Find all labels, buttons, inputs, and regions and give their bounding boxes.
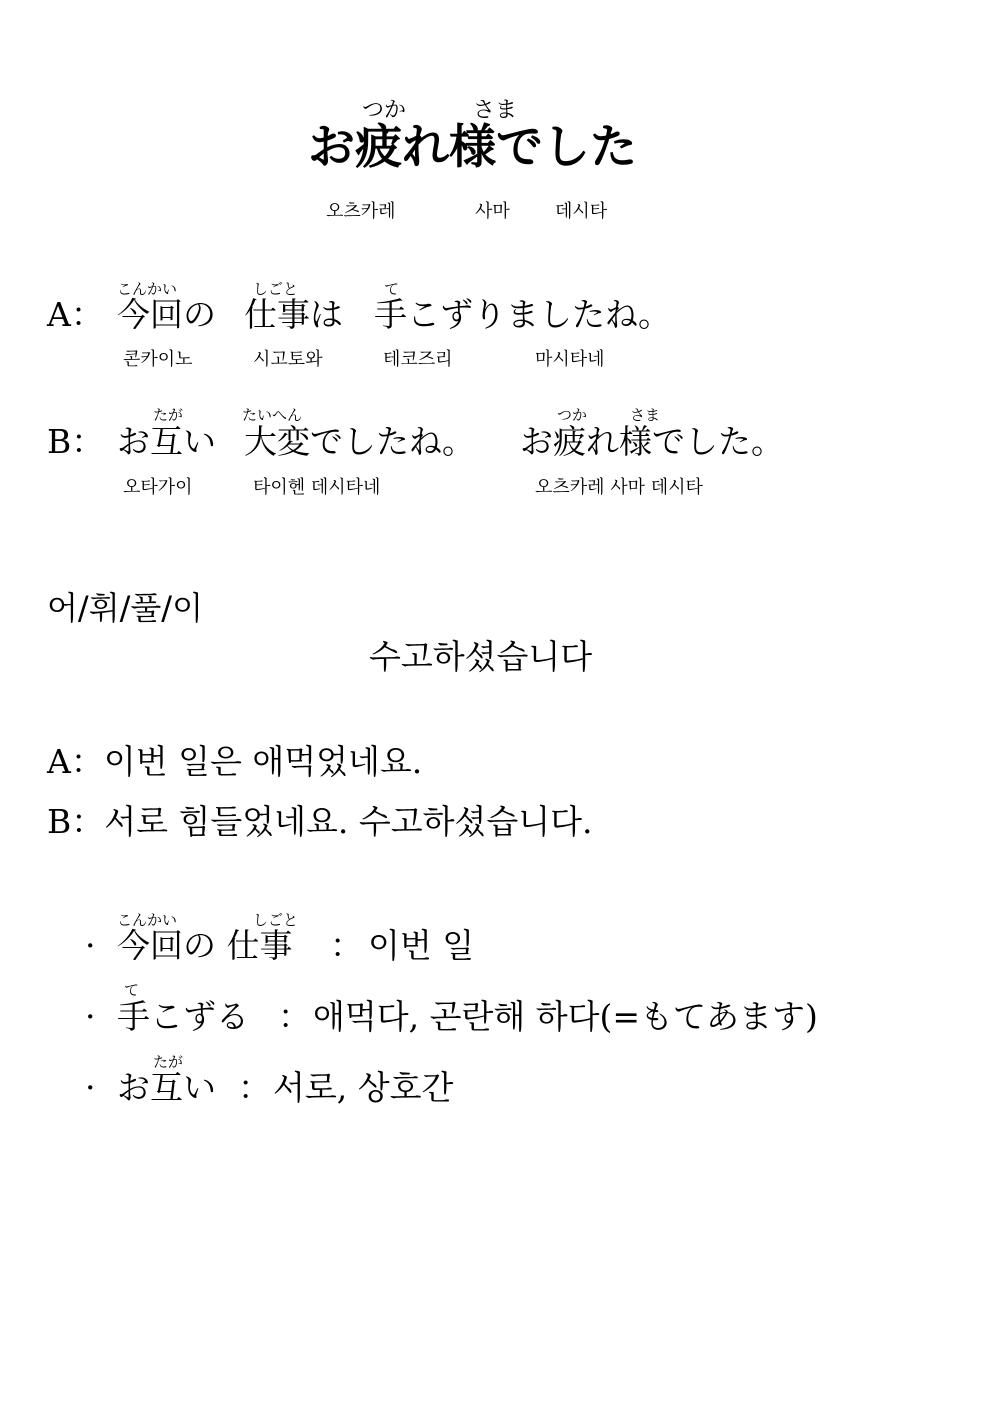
item-3-ruby-taga: たが [153, 1053, 184, 1071]
a-ruby-te: て [384, 280, 400, 298]
item-2-sep: ： [278, 997, 311, 1036]
b-part-2: 大変でしたね。 [244, 422, 475, 461]
item-1-meaning: 이번 일 [368, 926, 475, 965]
a-ruby-shigoto: しごと [253, 280, 299, 298]
title-reading-2: 사마 [475, 201, 510, 222]
item-1-bullet: · [85, 926, 96, 965]
a-ruby-konkai: こんかい [117, 280, 178, 298]
item-3-meaning: 서로, 상호간 [273, 1068, 454, 1107]
a-part-2: 仕事は [244, 295, 343, 334]
item-3-bullet: · [85, 1068, 96, 1107]
a-reading-2: 시고토와 [253, 349, 323, 370]
b-reading-1: 오타가이 [123, 477, 193, 498]
a-reading-3: 테코즈리 [383, 349, 453, 370]
a-part-3: 手こずりましたね。 [374, 295, 671, 334]
a-reading-1: 콘카이노 [123, 349, 193, 370]
item-1-term: 今回の 仕事 [117, 926, 293, 965]
vocab-b-line: B：서로 힘들었네요. 수고하셨습니다. [47, 802, 593, 841]
a-part-1: 今回の [117, 295, 216, 334]
a-speaker: A： [47, 295, 104, 334]
item-2-term: 手こずる [117, 997, 249, 1036]
b-ruby-sama: さま [630, 406, 661, 424]
title-ruby-sama: さま [473, 98, 518, 123]
item-3-sep: ： [238, 1068, 271, 1107]
title-reading-3: 데시타 [555, 201, 608, 222]
b-reading-2: 타이헨 데시타네 [253, 477, 381, 498]
item-2-ruby-te: て [124, 981, 140, 999]
item-1-sep: ： [330, 926, 363, 965]
vocab-meaning: 수고하셨습니다 [369, 637, 593, 676]
item-2-bullet: · [85, 997, 96, 1036]
b-part-3: お疲れ様でした。 [520, 422, 784, 461]
b-speaker: B： [47, 422, 105, 461]
b-ruby-tsuka: つか [557, 406, 588, 424]
item-2-meaning: 애먹다, 곤란해 하다(=もてあます) [313, 997, 818, 1036]
item-1-ruby-konkai: こんかい [117, 911, 178, 929]
vocab-heading: 어/휘/풀/이 [47, 589, 203, 627]
item-1-ruby-shigoto: しごと [253, 911, 299, 929]
b-ruby-taga: たが [153, 406, 184, 424]
item-3-term: お互い [117, 1068, 216, 1107]
vocab-a-line: A：이번 일은 애먹었네요. [47, 742, 423, 781]
b-ruby-taihen: たいへん [242, 406, 303, 424]
page-title: お疲れ様でした [308, 120, 637, 175]
title-reading-1: 오츠카레 [326, 201, 396, 222]
a-reading-4: 마시타네 [535, 349, 605, 370]
b-reading-3: 오츠카레 사마 데시타 [535, 477, 703, 498]
title-ruby-tsuka: つか [362, 98, 407, 123]
b-part-1: お互い [117, 422, 216, 461]
